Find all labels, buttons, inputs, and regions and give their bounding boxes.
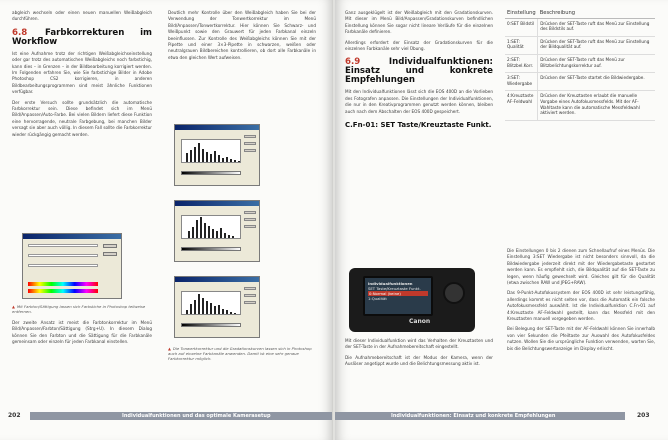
figure-2-caption (168, 346, 316, 362)
right-column-2 (507, 248, 655, 356)
left-col2-paragraph-1: Deutlich mehr Kontrolle über den Weißabgleich haben Sie bei der Verwendung der Tonwertkorrektur im Menü Bild/Anpassen/Tonwertkorrektur. Hier können Sie Schwarz- und Weißpunkt sowie den Grauwert für jeden Farbkanal einzeln beeinflussen. Zur Kontrolle des Weißabgleichs können Sie mit der Pipette und einer 3×3-Pipette in schwarzen, weißen oder neutralgrauen Bildbereichen kontrollieren, ob dort alle Farbkanäle in etwa den gleichen Wert aufweisen. (168, 10, 316, 60)
cfn01-subheading: C.Fn-01: SET Taste/Kreuztaste Funkt. (345, 121, 492, 130)
caption-triangle-icon: ▲ (168, 346, 171, 351)
camera-menu-line: SET Taste/Kreuztaste Funkt. (368, 286, 421, 291)
section-heading-6-8 (12, 29, 152, 47)
table-cell-description: Drücken der SET-Taste startet die Bildwiedergabe. (538, 73, 655, 91)
right-paragraph-3: Mit den Individualfunktionen lässt sich die EOS 400D an die Vorlieben des Fotografen anpassen. Die Einstellungen der Individualfunktionen, die nur in den Kreativprogrammen genutzt werden können, bleiben auch nach dem Abschalten der EOS 400D gespeichert. (345, 89, 493, 114)
figure-1-caption (12, 304, 152, 314)
right-page (335, 0, 668, 440)
dialog-titlebar (23, 234, 121, 239)
hue-spectrum-bar (28, 282, 98, 286)
table-cell-setting: 3:SET: Wiedergabe (505, 73, 538, 91)
dialog-button (244, 142, 256, 145)
dialog-button (244, 301, 256, 304)
levels-dialog-screenshot (174, 276, 260, 338)
dialog-titlebar (175, 125, 259, 130)
right-paragraph-5: Die Aufnahmebereitschaft ist der Modus der Kamera, wenn der Auslöser angetippt wurde und die Belichtungsmessung aktiv ist. (345, 354, 493, 367)
table-cell-setting: 4:Kreuztaste AF-Feldwahl (505, 91, 538, 120)
dialog-button (244, 218, 256, 221)
footer-title-right: Individualfunktionen: Einsatz und konkrete Empfehlungen (391, 413, 556, 419)
section-title: Farbkorrekturen im Workflow (12, 27, 152, 47)
table-cell-description: Drücken der Kreuztasten erlaubt die manuelle Vorgabe eines Autofokusmessfelds. Mit der AF-Wahltaste kann die automatische Messfeldwahl aktiviert werden. (538, 91, 655, 120)
table-header-row (505, 10, 655, 18)
table-cell-description: Drücken der SET-Taste ruft das Menü zur Einstellung des Bildstils auf. (538, 18, 655, 36)
table-row (505, 73, 655, 91)
dialog-button (244, 135, 256, 138)
levels-dialog-screenshot (174, 124, 260, 186)
left-paragraph-1: Ist eine Aufnahme trotz der richtigen Weißabgleichseinstellung oder gar trotz des automatischen Weißabgleichs noch farbstichig, kann dies – in Grenzen – in der Bildbearbeitung korrigiert werden. Im Folgenden erfahren Sie, wie Sie farbstichige Bilder in Adobe Photoshop CS2 korrigieren, in anderen Bildbearbeitungsprogrammen sind meist ähnliche Funktionen verfügbar. (12, 50, 152, 95)
dialog-button (244, 294, 256, 297)
table-cell-setting: 2:SET: Blitzbel.Korr. (505, 54, 538, 72)
dialog-titlebar (175, 201, 259, 206)
left-column-1 (12, 10, 152, 142)
section-title: Individualfunktionen: Einsatz und konkrete Empfehlungen (345, 57, 493, 86)
levels-dialog-screenshot (174, 200, 260, 262)
camera-lcd-screen (363, 276, 433, 316)
hue-saturation-dialog-screenshot (22, 233, 122, 299)
table-header-setting: Einstellung (505, 10, 538, 18)
left-column-2 (168, 10, 316, 65)
camera-dial-icon (443, 282, 465, 304)
section-heading-6-9 (345, 58, 493, 85)
dialog-button (244, 149, 256, 152)
dialog-slider (28, 244, 98, 247)
right-paragraph-1: Ganz ausgeklügelt ist der Weißabgleich mit den Gradationskurven. Mit dieser im Menü Bild/Anpassen/Gradationskurven befindlichen Einstellung können Sie sogar nicht lineare Verläufe für die einzelnen Farbkanäle definieren. (345, 10, 493, 35)
dialog-button (244, 225, 256, 228)
dialog-ok-button (103, 244, 117, 248)
dialog-button (244, 287, 256, 290)
footer-title-left: Individualfunktionen und das optimale Kamerasetup (122, 413, 271, 419)
left-paragraph-3: Der zweite Ansatz ist meist die Farbtonkorrektur im Menü Bild/Anpassen/Farbton/Sättigung (Strg+U). In diesem Dialog können Sie den Farbton und die Sättigung für die Farbkanäle gemeinsam oder einzeln für jeden Farbkanal einstellen. (12, 320, 152, 345)
left-intro-text: abgleich wechseln oder einen neuen manuellen Weißabgleich durchführen. (12, 10, 152, 22)
table-cell-description: Drücken der SET-Taste ruft das Menü zur Einstellung der Bildqualität auf. (538, 36, 655, 54)
table-row (505, 91, 655, 120)
left-page (0, 0, 333, 440)
right-paragraph-4: Mit dieser Individualfunktion wird das Verhalten der Kreuztasten und der SET-Taste in der Aufnahmebereitschaft eingestellt. (345, 338, 493, 350)
dialog-titlebar (175, 277, 259, 282)
levels-gradient (181, 323, 241, 327)
right-col2-paragraph-3: Bei Belegung der SET-Taste mit der AF-Feldwahl können Sie innerhalb von vier Sekunden die Pfeiltaste zur Auswahl des Autofokusfeldes nutzen. Wollen Sie die ursprüngliche Funktion verwenden, warten Sie, bis die Belichtungswertanzeige im Display erlischt. (507, 326, 655, 351)
left-column-1-lower (12, 320, 152, 350)
camera-menu-line: 0:Normal (keine) (368, 291, 428, 296)
histogram (181, 215, 241, 239)
table-cell-setting: 1:SET: Qualität (505, 36, 538, 54)
camera-brand-logo: Canon (409, 318, 431, 325)
right-paragraph-2: Allerdings erfordert der Einsatz der Gradationskurven für die einzelnen Farbkanäle sehr viel Übung. (345, 39, 493, 52)
camera-lcd-photo (349, 268, 475, 332)
table-cell-setting: 0:SET Bildstil (505, 18, 538, 36)
table-cell-description: Drücken der SET-Taste ruft das Menü zur Blitzbelichtungskorrektur auf. (538, 54, 655, 72)
histogram (181, 139, 241, 163)
histogram (181, 291, 241, 315)
camera-menu-title: Individualfunktionen (368, 281, 413, 286)
table-row (505, 54, 655, 72)
dialog-cancel-button (103, 252, 117, 256)
left-paragraph-2: Der erste Versuch sollte grundsätzlich die automatische Farbkorrektur sein. Diese befindet sich im Menü Bild/Anpassen/Auto-Farbe. Bei vielen Bildern liefert diese Funktion eine hervorragende, neutrale Farbgebung, bei manchen Bilder versagt sie aber auch völlig. In diesem Fall sollte die Farbkorrektur wieder rückgängig gemacht werden. (12, 99, 152, 137)
page-number-right: 203 (637, 412, 650, 419)
section-number: 6.9 (345, 57, 361, 68)
hue-spectrum-bar (28, 289, 98, 293)
dialog-slider (28, 254, 98, 257)
right-column-1 (345, 10, 493, 133)
table-row (505, 36, 655, 54)
section-number: 6.8 (12, 27, 28, 38)
caption-triangle-icon: ▲ (12, 304, 15, 309)
right-col2-paragraph-1: Die Einstellungen 0 bis 2 dienen zum Schnellaufruf eines Menüs. Die Einstellung 3:SET Wiedergabe ist nicht besonders sinnvoll, da die Bildwiedergabe jederzeit direkt mit der Wiedergabetaste gestartet werden kann. Es empfiehlt sich, die Bildqualität auf die SET-Taste zu legen, wenn häufig gewechselt wird. Gleiches gilt für die Qualität (etwa zwischen RAW und JPEG+RAW). (507, 248, 655, 286)
right-col2-paragraph-2: Das 9-Punkt-Autofokussystem der EOS 400D ist sehr leistungsfähig, allerdings kommt es nicht selten vor, dass die Automatik ein falsche Autofokusmessfeld auswählt. Ist die Individualfunktion C.Fn-01 auf 4:Kreuztaste AF-Feldwahl gestellt, kann das Messfeld mit den Kreuztasten manuell vorgegeben werden. (507, 290, 655, 322)
levels-gradient (181, 247, 241, 251)
cfn01-settings-table (505, 10, 655, 121)
levels-gradient (181, 171, 241, 175)
figure-1-caption-text: Mit Farbton/Sättigung lassen sich Farbstiche in Photoshop teilweise entfernen. (12, 304, 146, 315)
dialog-button (244, 211, 256, 214)
camera-menu-line: 1:Qualität (368, 296, 387, 301)
table-row (505, 18, 655, 36)
table-header-description: Beschreibung (538, 10, 655, 18)
right-column-1-lower (345, 338, 493, 372)
figure-2-caption-text: Die Tonwertkorrektur und die Gradationskurven lassen sich in Photoshop auch auf einzelne Farbkanäle anwenden. Damit ist eine sehr genaue Farbkorrektur möglich. (168, 346, 312, 362)
dialog-slider (28, 264, 98, 267)
page-number-left: 202 (8, 412, 21, 419)
